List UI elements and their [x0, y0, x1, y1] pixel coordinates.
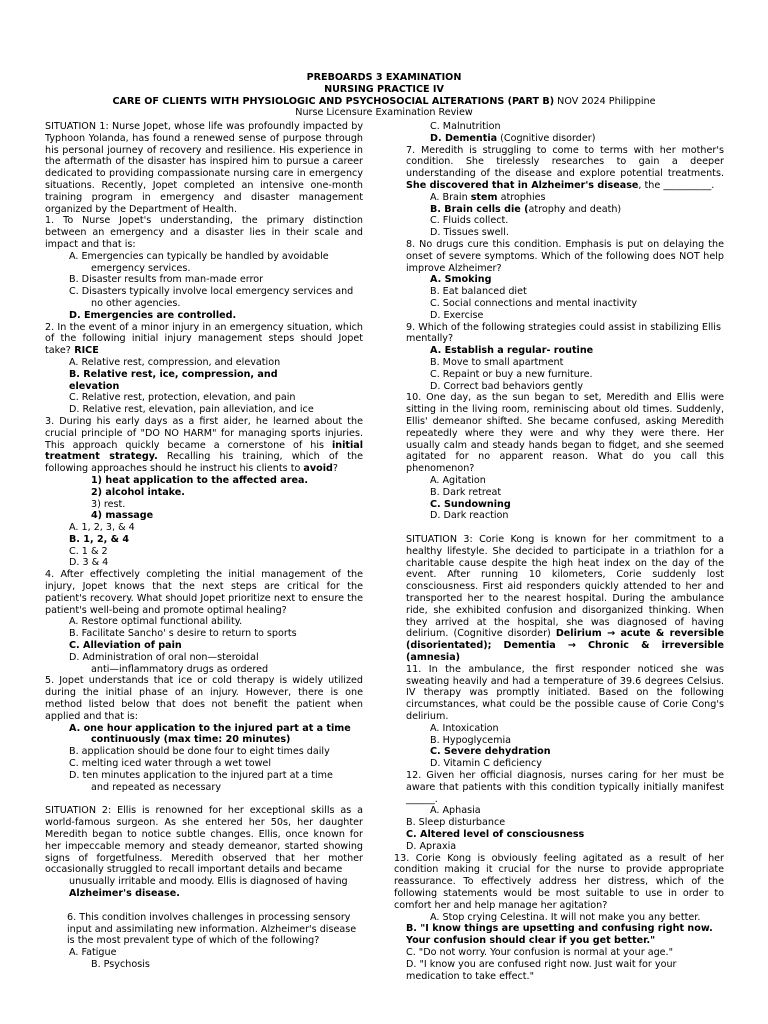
option-6c: C. Malnutrition [430, 121, 501, 132]
option-13c: C. "Do not worry. Your confusion is normal at your age." [406, 946, 674, 958]
option-7a-emphasis: stem [470, 191, 498, 203]
situation-2-cont: unusually irritable and moody. Ellis is diagnosed of having [69, 876, 348, 888]
situation-3 [406, 534, 724, 664]
option-12d: D. Apraxia [406, 840, 457, 852]
option-6d-answer: D. Dementia [430, 132, 498, 144]
option-5a: A. one hour application to the injured part at a time [69, 722, 351, 734]
question-7-text: 7. Meredith is struggling to come to terms with her mother's condition. She tirelessly researches to gain a deeper understanding of the disease and explore potential treatments. [406, 144, 724, 180]
item-3-4: 4) massage [91, 510, 154, 522]
option-10b: B. Dark retreat [430, 486, 502, 498]
option-13a: A. Stop crying Celestina. It will not make you any better. [430, 911, 701, 923]
option-5d: D. ten minutes application to the injured part at a time [69, 769, 333, 781]
option-6a: A. Fatigue [69, 947, 117, 959]
option-12c: C. Altered level of consciousness [406, 829, 585, 841]
option-9b: B. Move to small apartment [430, 356, 564, 368]
option-7b-note: atrophy and death) [528, 203, 622, 215]
option-2b-cont: elevation [69, 380, 120, 392]
question-2 [45, 322, 363, 357]
option-8a: A. Smoking [430, 274, 492, 286]
question-3-text-2: Recalling his training, which of the following approaches should he instruct his clients to [45, 451, 364, 475]
question-12: 12. Given her official diagnosis, nurses caring for her must be aware that patients with this condition typically initially manifest ______. [406, 770, 724, 805]
exam-subject: NURSING PRACTICE IV [324, 83, 444, 95]
item-3-1: 1) heat application to the affected area. [91, 474, 309, 486]
question-10: 10. One day, as the sun began to set, Meredith and Ellis were sitting in the living room, reminiscing about old times. Suddenly, Ellis' demeanor shifted. She became confused, asking Meredith repeatedly where they were and why they were there. Her usually calm and steady hands began to fidget, and she seemed agitated for no apparent reason. What do you call this phenomenon? [406, 392, 724, 475]
question-3 [45, 416, 363, 475]
question-3-text: 3. During his early days as a first aider, he learned about the crucial principle of "DO NO HARM" for managing sports injuries. This approach quickly became a cornerstone of his [45, 415, 363, 451]
question-3-avoid: avoid [303, 463, 333, 475]
option-10c: C. Sundowning [430, 498, 511, 510]
option-4d: D. Administration of oral non—steroidal [69, 651, 259, 663]
option-7a-text: A. Brain [430, 191, 471, 203]
question-7 [406, 145, 724, 192]
option-3a: A. 1, 2, 3, & 4 [69, 522, 135, 534]
option-10a: A. Agitation [430, 474, 486, 486]
option-7b [406, 204, 724, 216]
question-7-blank: , the __________. [638, 179, 715, 191]
option-2a: A. Relative rest, compression, and elevation [69, 356, 281, 368]
option-3b: B. 1, 2, & 4 [69, 533, 129, 545]
option-4c: C. Alleviation of pain [69, 640, 182, 652]
option-6b: B. Psychosis [91, 958, 150, 970]
exam-title: PREBOARDS 3 EXAMINATION [306, 72, 462, 83]
option-7d: D. Tissues swell. [430, 227, 509, 239]
question-2-answer-note: RICE [70, 345, 99, 357]
option-7b-answer: B. Brain cells die ( [430, 203, 529, 215]
question-5: 5. Jopet understands that ice or cold therapy is widely utilized during the initial phase of an injury. However, there is one method listed below that does not benefit the patient when applied and that is: [45, 675, 363, 722]
option-5c: C. melting iced water through a wet towel [69, 758, 272, 770]
option-11b: B. Hypoglycemia [430, 734, 512, 746]
option-13b: B. "I know things are upsetting and confusing right now. Your confusion should clear if you get better." [406, 923, 713, 947]
question-6: 6. This condition involves challenges in processing sensory input and assimilating new information. Alzheimer's disease is the most prevalent type of which of the following? [67, 911, 357, 947]
exam-header [0, 72, 768, 119]
option-6d-note: (Cognitive disorder) [497, 132, 596, 144]
option-5b: B. application should be done four to eight times daily [69, 746, 330, 758]
question-2-text: 2. In the event of a minor injury in an emergency situation, which of the following initial injury management steps should Jopet take? [45, 321, 363, 357]
exam-part-title: CARE OF CLIENTS WITH PHYSIOLOGIC AND PSYCHOSOCIAL ALTERATIONS (PART B) [112, 95, 555, 107]
question-4: 4. After effectively completing the initial management of the injury, Jopet knows that the next steps are critical for the patient's recovery. What should Jopet prioritize next to ensure the patient's well-being and promote optimal healing? [45, 569, 363, 616]
option-4b: B. Facilitate Sancho' s desire to return to sports [69, 628, 297, 640]
question-7-emphasis: She discovered that in Alzheimer's disease [406, 179, 639, 191]
option-1a-cont: emergency services. [91, 262, 191, 274]
situation-2: SITUATION 2: Ellis is renowned for her exceptional skills as a world-famous surgeon. As she entered her 50s, her daughter Meredith began to notice subtle changes. Ellis, once known for her impeccable memory and steady demeanor, started showing signs of forgetfulness. Meredith observed that her mother occasionally struggled to recall important details and became [45, 805, 363, 876]
option-8b: B. Eat balanced diet [430, 286, 527, 298]
option-6d [406, 133, 724, 145]
question-11: 11. In the ambulance, the first responder noticed she was sweating heavily and had a temperature of 39.6 degrees Celsius. IV therapy was promptly initiated. Based on the following circumstances, what could be the possible cause of Corie Cong's delirium. [406, 663, 724, 723]
option-9c: C. Repaint or buy a new furniture. [430, 368, 593, 380]
item-3-2: 2) alcohol intake. [91, 486, 185, 498]
option-13d: D. "I know you are confused right now. Just wait for your medication to take effect." [406, 958, 677, 982]
option-9a: A. Establish a regular- routine [430, 345, 594, 357]
question-8: 8. No drugs cure this condition. Emphasis is put on delaying the onset of severe symptoms. Which of the following does NOT help improve Alzheimer? [406, 238, 724, 274]
question-3-end: ? [332, 463, 338, 475]
option-8d: D. Exercise [430, 309, 484, 321]
situation-2-diagnosis: Alzheimer's disease. [69, 888, 180, 899]
option-9d: D. Correct bad behaviors gently [430, 380, 583, 392]
option-12b: B. Sleep disturbance [406, 817, 506, 829]
option-1c: C. Disasters typically involve local emergency services and [69, 286, 354, 298]
option-10d: D. Dark reaction [430, 510, 509, 522]
option-1c-cont: no other agencies. [91, 297, 181, 309]
spacer [45, 793, 363, 805]
question-3-emphasis: initial treatment strategy. [45, 439, 363, 463]
option-12a: A. Aphasia [430, 805, 481, 817]
exam-review-name: Nurse Licensure Examination Review [295, 107, 473, 119]
exam-part-line [0, 96, 768, 108]
item-3-3: 3) rest. [91, 498, 126, 510]
right-column [394, 121, 724, 982]
question-1: 1. To Nurse Jopet's understanding, the primary distinction between an emergency and a disaster lies in their scale and impact and that is: [45, 215, 363, 250]
option-7c: C. Fluids collect. [430, 215, 509, 227]
option-7a [406, 192, 724, 204]
option-7a-rest: atrophies [497, 191, 546, 203]
left-column [45, 121, 363, 971]
option-4d-cont: anti—inflammatory drugs as ordered [91, 663, 269, 675]
option-1d: D. Emergencies are controlled. [69, 309, 237, 321]
option-2b: B. Relative rest, ice, compression, and [69, 368, 278, 380]
option-11a: A. Intoxication [430, 722, 499, 734]
option-8c: C. Social connections and mental inactivity [430, 297, 638, 309]
question-13: 13. Corie Kong is obviously feeling agitated as a result of her condition making it crucial for the nurse to provide appropriate reassurance. To effectively address her distress, which of the following statements would be most suitable to use in order to comfort her and help manage her agitation? [394, 852, 724, 911]
option-5d-cont: and repeated as necessary [91, 781, 221, 793]
situation-1: SITUATION 1: Nurse Jopet, whose life was profoundly impacted by Typhoon Yolanda, has found a renewed sense of purpose through his personal journey of recovery and resilience. His experience in the aftermath of the disaster has inspired him to pursue a career dedicated to providing compassionate nursing care in emergency situations. Recently, Jopet completed an intensive one-month training program in emergency and disaster management organized by the Department of Health. [45, 121, 363, 215]
spacer [45, 900, 363, 912]
option-2c: C. Relative rest, protection, elevation, and pain [69, 392, 296, 404]
option-11d: D. Vitamin C deficiency [430, 758, 542, 770]
spacer [406, 522, 724, 534]
question-9: 9. Which of the following strategies could assist in stabilizing Ellis mentally? [406, 321, 721, 345]
situation-3-note: Delirium → acute & reversible (disorientated); Dementia → Chronic & irreversible (amnesia) [406, 628, 724, 664]
option-2d: D. Relative rest, elevation, pain alleviation, and ice [69, 404, 314, 416]
option-1b: B. Disaster results from man-made error [69, 274, 264, 286]
option-5a-cont: continuously (max time: 20 minutes) [91, 734, 291, 746]
option-11c: C. Severe dehydration [430, 746, 551, 758]
option-1a: A. Emergencies can typically be handled by avoidable [69, 250, 329, 262]
situation-3-text: SITUATION 3: Corie Kong is known for her commitment to a healthy lifestyle. She decided to participate in a triathlon for a charitable cause despite the high heat index on the day of the event. After running 10 kilometers, Corie suddenly lost consciousness. First aid responders quickly attended to her and transported her to the nearest hospital. During the ambulance ride, she exhibited confusion and disorganized thinking. When they arrived at the hospital, she was diagnosed of having delirium. (Cognitive disorder) [406, 534, 724, 640]
option-3c: C. 1 & 2 [69, 545, 108, 557]
exam-date: NOV 2024 Philippine [554, 95, 656, 107]
option-4a: A. Restore optimal functional ability. [69, 616, 243, 628]
option-3d: D. 3 & 4 [69, 557, 109, 569]
